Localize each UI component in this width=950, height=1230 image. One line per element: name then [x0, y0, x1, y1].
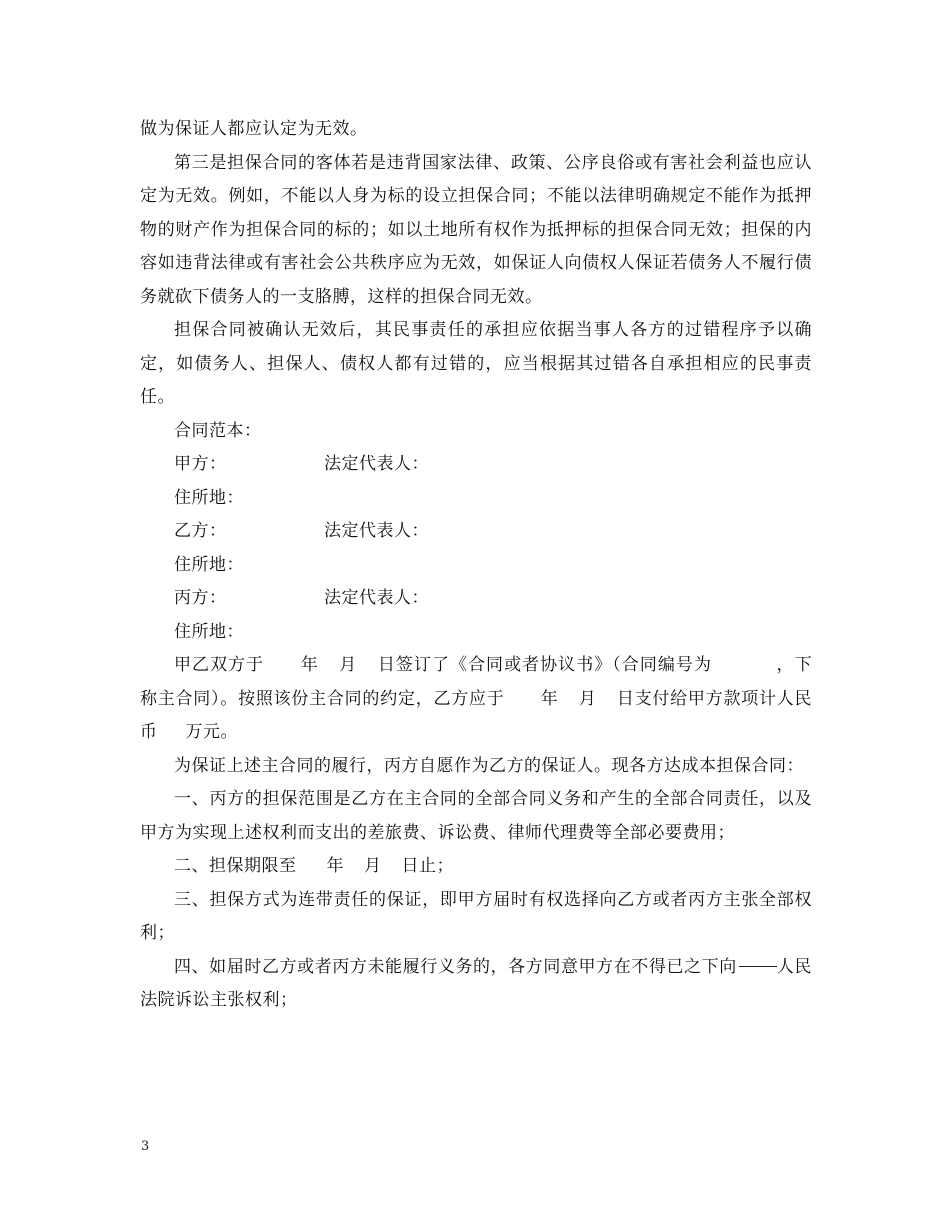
clause-2-year: 年 [326, 856, 344, 876]
main-contract-year-1: 年 [300, 655, 319, 675]
party-jia-address-label: 住所地： [174, 487, 244, 508]
party-bing-address-label: 住所地： [174, 621, 244, 642]
party-bing-rep-label: 法定代表人： [324, 588, 429, 608]
main-contract-text-2: 日签订了《合同或者协议书》（合同编号为 [377, 655, 712, 675]
clause-3-method: 三、担保方式为连带责任的保证，即甲方届时有权选择向乙方或者丙方主张全部权利； [140, 889, 812, 943]
paragraph-guarantee-intro: 为保证上述主合同的履行，丙方自愿作为乙方的保证人。现各方达成本担保合同： [174, 755, 804, 776]
clause-2-month: 月 [364, 856, 382, 876]
clause-2-term [140, 850, 812, 884]
party-yi-address-label: 住所地： [174, 554, 244, 575]
party-yi-address-line [140, 549, 812, 583]
main-contract-month-1: 月 [338, 655, 358, 675]
party-jia-line [140, 448, 812, 482]
main-contract-year-2: 年 [540, 688, 559, 709]
party-jia-label: 甲方： [174, 454, 227, 474]
document-body [140, 113, 812, 1018]
paragraph-main-contract [140, 649, 812, 750]
clause-2-text-b: 日止； [401, 856, 454, 876]
party-jia-address-line [140, 482, 812, 516]
paragraph-continuation: 做为保证人都应认定为无效。 [140, 119, 368, 139]
paragraph-object-invalid: 第三是担保合同的客体若是违背国家法律、政策、公序良俗或有害社会利益也应认定为无效。例如，不能以人身为标的设立担保合同；不能以法律明确规定不能作为抵押物的财产作为担保合同的标的；如以土地所有权作为抵押标的担保合同无效；担保的内容如违背法律或有害社会公共秩序应为无效，如保证人向债权人保证若债务人不履行债务就砍下债务人的一支胳膊，这样的担保合同无效。 [140, 152, 812, 307]
clause-4-text-b: 人民法院诉讼主张权利； [140, 956, 813, 1010]
main-contract-text-3: 下称主合同）。按照该份主合同的约定，乙方应于 [140, 655, 813, 709]
main-contract-month-2: 月 [578, 688, 597, 709]
clause-2-text-a: 二、担保期限至 [174, 856, 297, 876]
main-contract-comma: ， [775, 655, 795, 675]
court-name-blank [739, 965, 777, 967]
party-yi-line [140, 515, 812, 549]
party-jia-rep-label: 法定代表人： [324, 454, 429, 474]
party-bing-line [140, 582, 812, 616]
clause-4-text-a: 四、如届时乙方或者丙方未能履行义务的，各方同意甲方在不得已之下向 [174, 956, 737, 977]
party-bing-label: 丙方： [174, 588, 227, 608]
clause-4-dispute [140, 951, 812, 1018]
main-contract-text-1: 甲乙双方于 [174, 655, 265, 675]
paragraph-civil-liability: 担保合同被确认无效后，其民事责任的承担应依据当事人各方的过错程序予以确定，如债务人、担保人、债权人都有过错的，应当根据其过错各自承担相应的民事责任。 [140, 320, 812, 407]
main-contract-text-5: 万元。 [185, 722, 238, 742]
party-yi-rep-label: 法定代表人： [324, 521, 429, 541]
main-contract-text-4: 日支付给甲方款项计人民币 [140, 688, 813, 742]
party-bing-address-line [140, 616, 812, 650]
contract-template-heading: 合同范本： [174, 420, 262, 441]
party-yi-label: 乙方： [174, 521, 227, 541]
clause-1-scope: 一、丙方的担保范围是乙方在主合同的全部合同义务和产生的全部合同责任，以及甲方为实现上述权利而支出的差旅费、诉讼费、律师代理费等全部必要费用； [140, 789, 812, 843]
page-number: 3 [141, 1139, 150, 1154]
